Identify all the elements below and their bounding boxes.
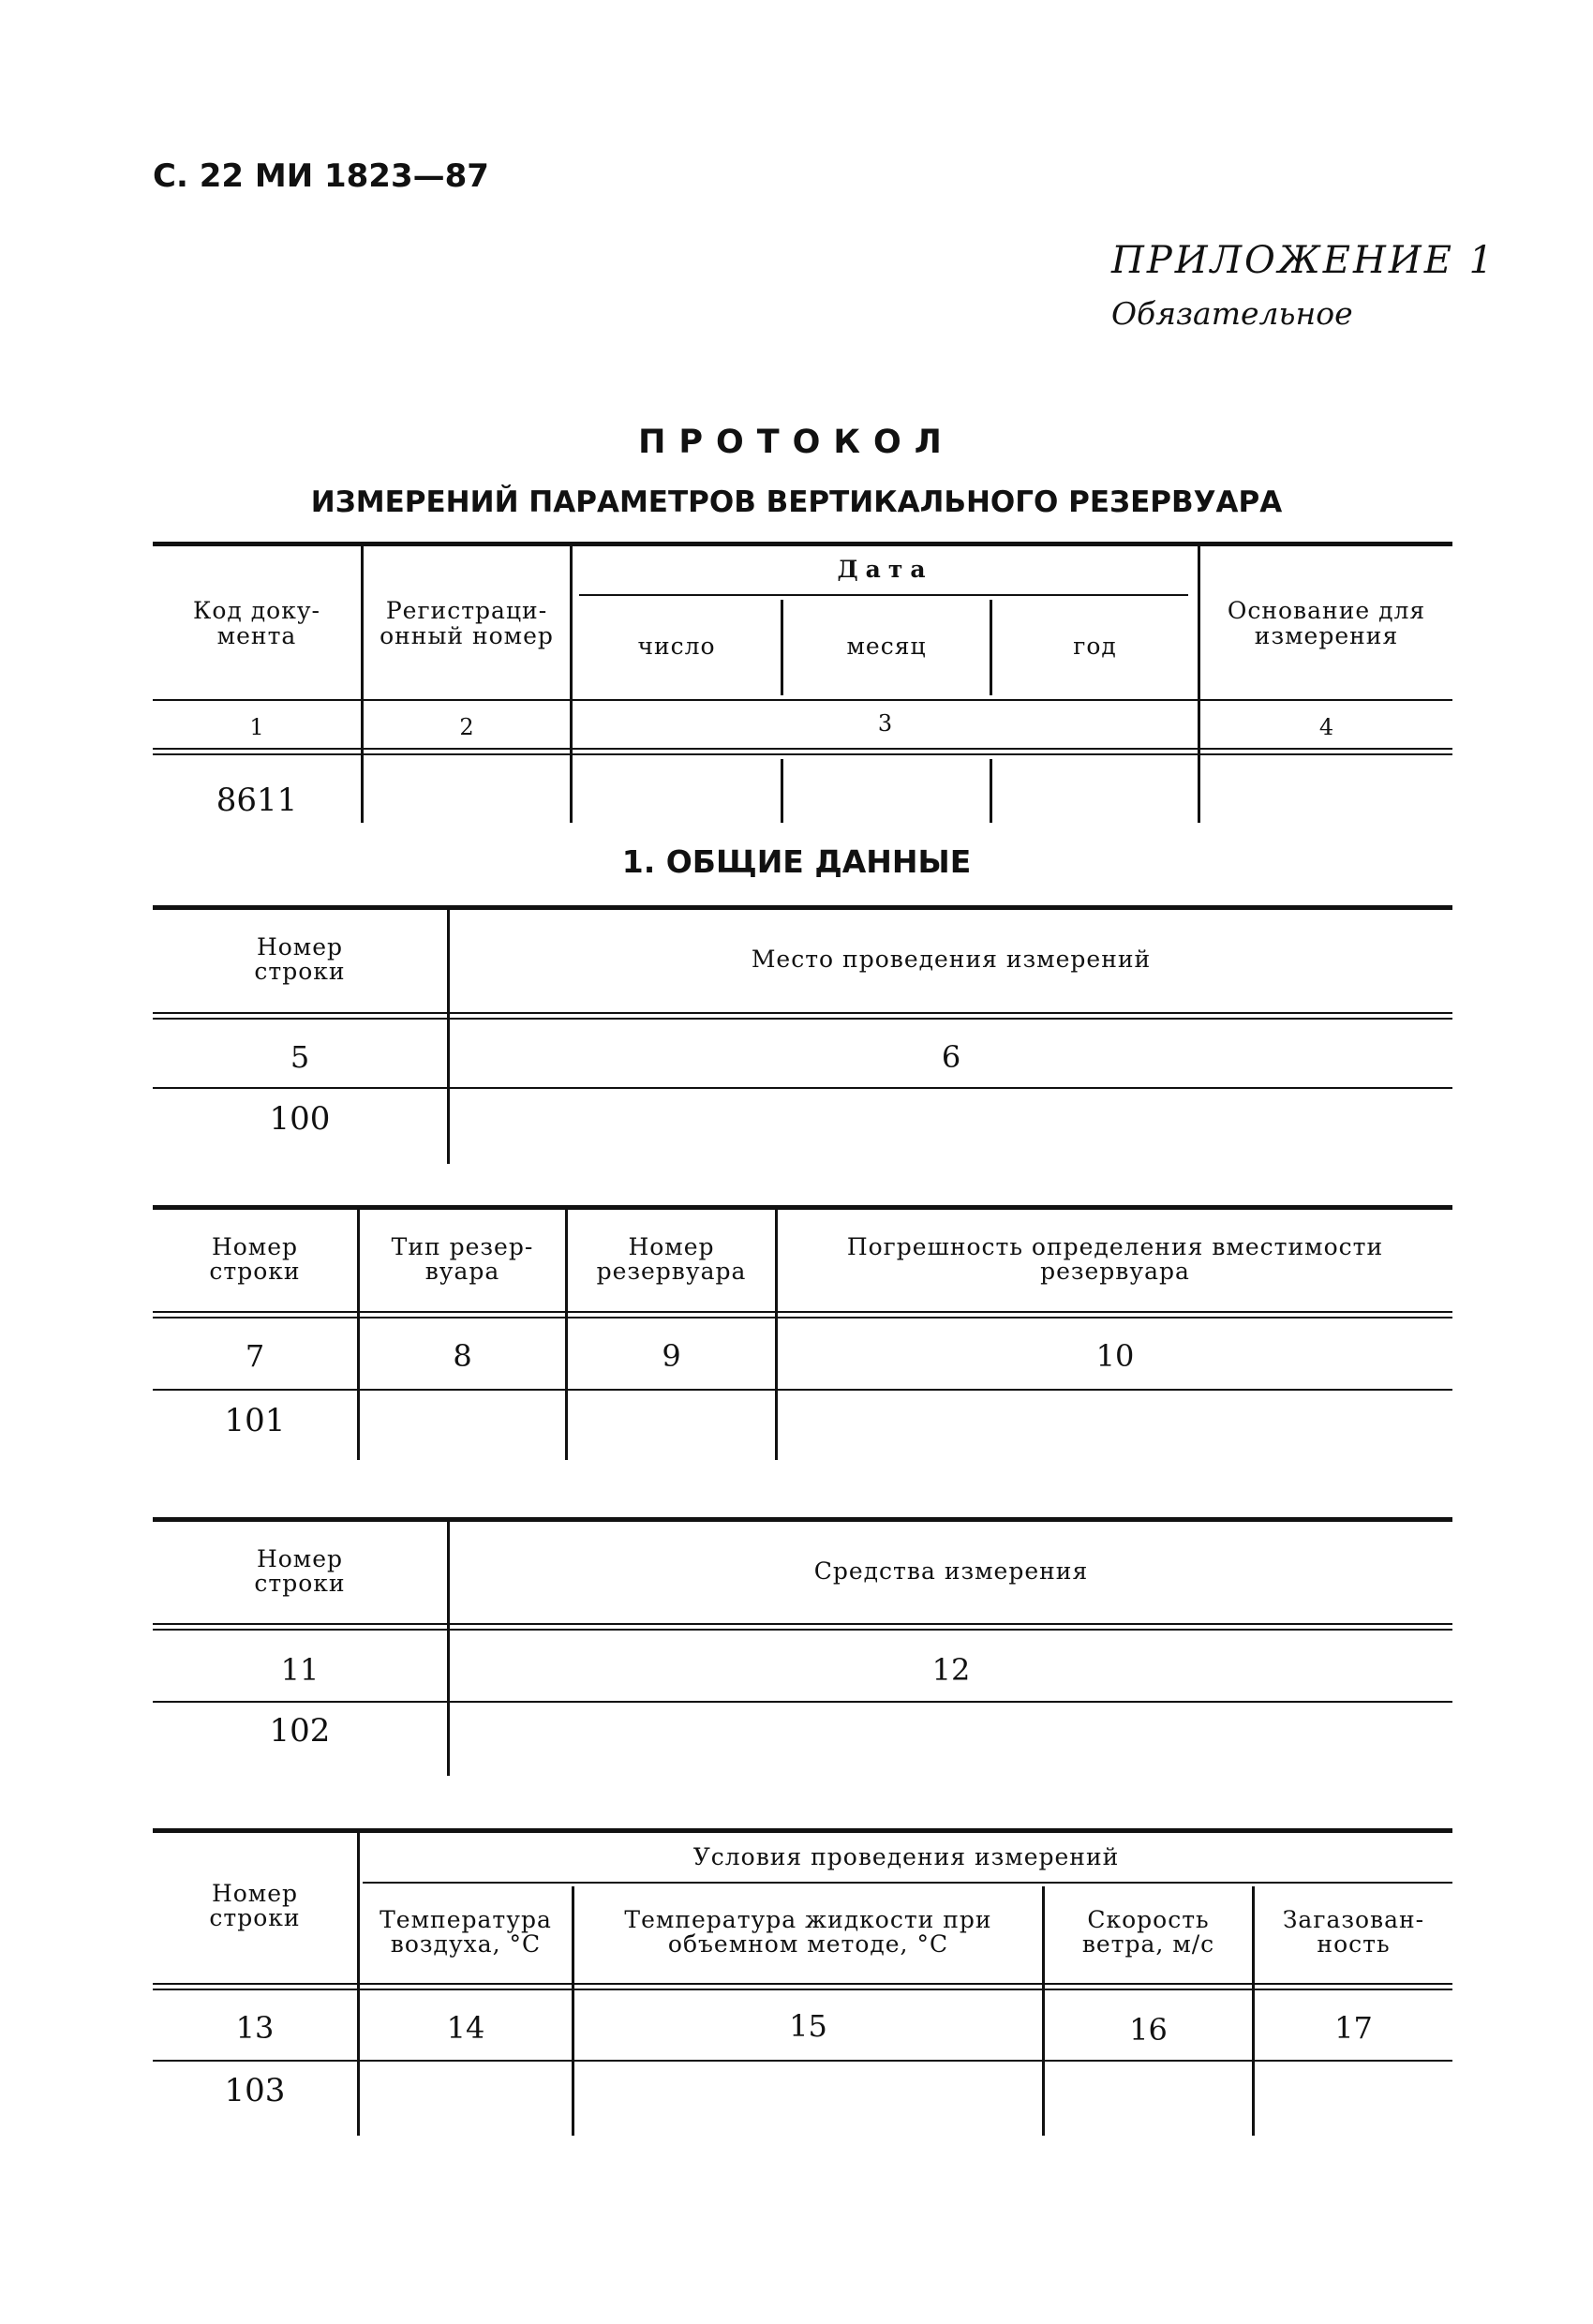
measurement-place-table <box>153 905 1452 1164</box>
document-subtitle: ИЗМЕРЕНИЙ ПАРАМЕТРОВ ВЕРТИКАЛЬНОГО РЕЗЕРВУАРА <box>310 485 1283 519</box>
column-header-registration-number: Регистраци- онный номер <box>380 597 554 649</box>
row-code-value: 101 <box>224 1402 286 1439</box>
column-number-6: 6 <box>941 1039 961 1075</box>
column-header-measurement-conditions: Условия проведения измерений <box>692 1842 1120 1870</box>
tank-info-table <box>153 1205 1452 1460</box>
column-number-17: 17 <box>1334 2010 1373 2046</box>
document-code-value: 8611 <box>216 782 298 819</box>
measurement-conditions-table <box>153 1828 1452 2136</box>
column-number-10: 10 <box>1095 1338 1135 1374</box>
page-reference: С. 22 МИ 1823—87 <box>153 157 489 195</box>
column-number-9: 9 <box>662 1338 681 1374</box>
row-code-value: 103 <box>224 2072 286 2109</box>
appendix-type: Обязательное <box>1111 295 1353 332</box>
column-header-tank-number: Номер резервуара <box>596 1232 747 1285</box>
column-header-measuring-instruments: Средства измерения <box>813 1557 1089 1585</box>
measuring-instruments-table <box>153 1517 1452 1776</box>
column-header-air-temperature: Температура воздуха, °С <box>380 1905 552 1958</box>
column-header-row-number: Номер строки <box>209 1232 301 1285</box>
column-header-day: число <box>637 632 716 660</box>
section-heading: 1. ОБЩИЕ ДАННЫЕ <box>621 843 972 880</box>
column-header-capacity-error: Погрешность определения вместимости резервуара <box>846 1232 1384 1285</box>
column-header-document-code: Код доку- мента <box>193 597 320 649</box>
column-number-15: 15 <box>789 2008 827 2044</box>
column-header-row-number: Номер строки <box>209 1879 301 1931</box>
column-number-3: 3 <box>877 710 893 737</box>
column-number-11: 11 <box>280 1652 320 1688</box>
column-header-row-number: Номер строки <box>254 932 346 985</box>
column-number-1: 1 <box>249 714 264 740</box>
column-number-7: 7 <box>245 1338 265 1374</box>
column-number-5: 5 <box>290 1039 310 1075</box>
row-code-value: 102 <box>269 1712 331 1750</box>
column-number-2: 2 <box>459 714 474 740</box>
document-title: ПРОТОКОЛ <box>638 424 955 461</box>
column-header-row-number: Номер строки <box>254 1544 346 1597</box>
column-header-date: Дата <box>837 555 933 583</box>
column-number-16: 16 <box>1129 2012 1168 2048</box>
column-header-basis: Основание для измерения <box>1227 597 1426 649</box>
appendix-label: ПРИЛОЖЕНИЕ 1 <box>1111 239 1496 282</box>
column-number-12: 12 <box>931 1652 971 1688</box>
protocol-header-table <box>153 542 1452 823</box>
column-number-8: 8 <box>453 1338 472 1374</box>
column-header-gas-contamination: Загазован- ность <box>1282 1905 1425 1958</box>
column-number-4: 4 <box>1318 714 1334 740</box>
column-header-tank-type: Тип резер- вуара <box>391 1232 534 1285</box>
column-header-measurement-place: Место проведения измерений <box>751 945 1152 973</box>
column-header-wind-speed: Скорость ветра, м/с <box>1081 1905 1215 1958</box>
column-header-year: год <box>1073 632 1117 660</box>
column-header-month: месяц <box>846 632 927 660</box>
column-number-13: 13 <box>235 2010 275 2046</box>
column-number-14: 14 <box>446 2010 485 2046</box>
column-header-liquid-temperature: Температура жидкости при объемном методе, °С <box>624 1905 992 1958</box>
row-code-value: 100 <box>269 1100 331 1138</box>
